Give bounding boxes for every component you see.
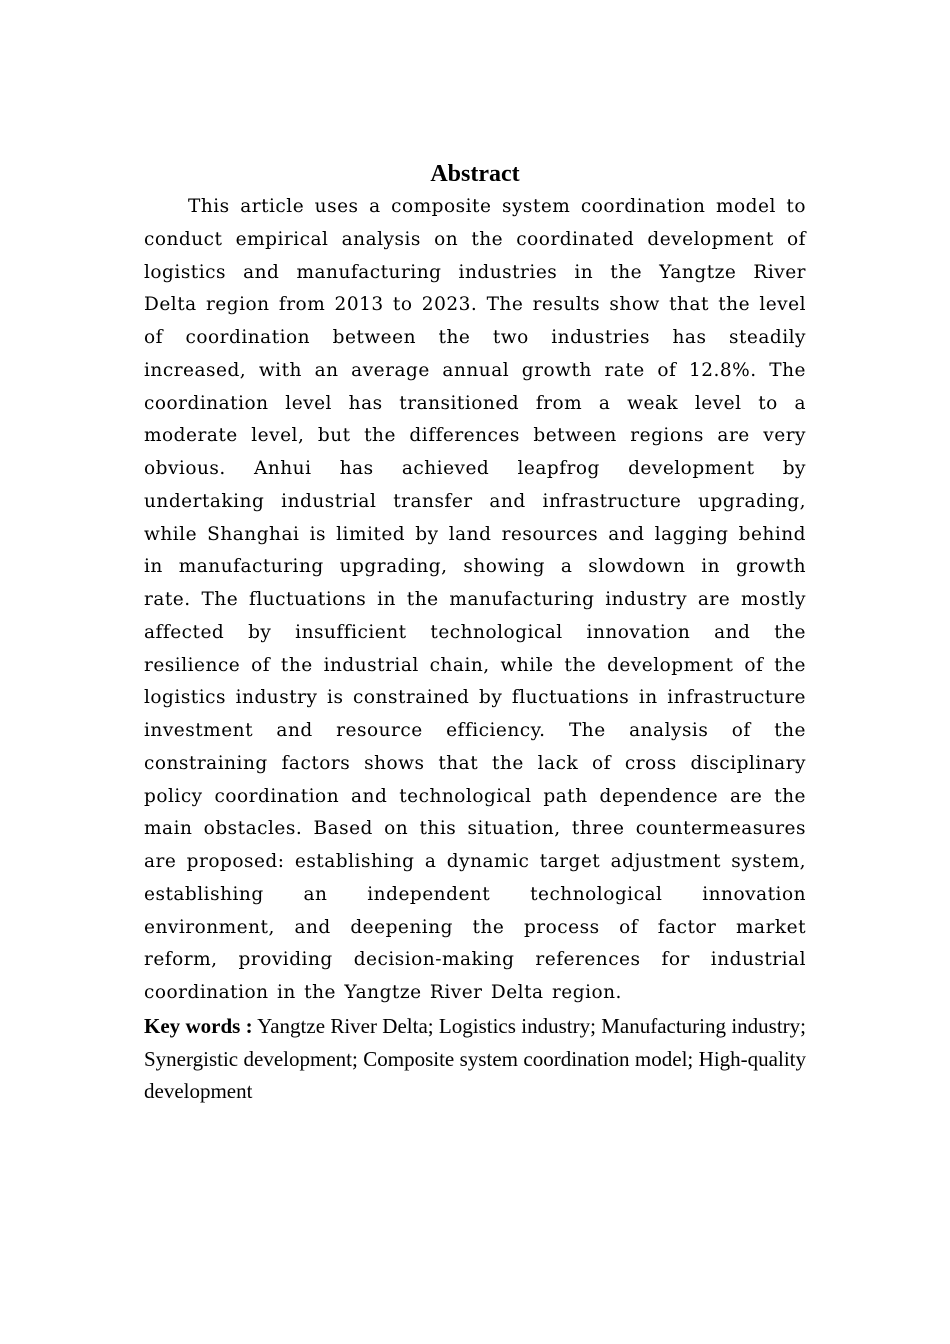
keyword-item: Yangtze River Delta;: [257, 1014, 434, 1038]
keyword-item: High-quality development: [144, 1046, 806, 1103]
keyword-item: Synergistic development;: [144, 1046, 358, 1071]
abstract-body: This article uses a composite system coordination model to conduct empirical analysis on the coordinated development of logistics and manufacturing industries in the Yangtze River Delta region from 2013 to 2023. The results show that the level of coordination between the two industries has steadily increased, with an average annual growth rate of 12.8%. The coordination level has transitioned from a weak level to a moderate level, but the differences between regions are very obvious. Anhui has achieved leapfrog development by undertaking industrial transfer and infrastructure upgrading, while Shanghai is limited by land resources and lagging behind in manufacturing upgrading, showing a slowdown in growth rate. The fluctuations in the manufacturing industry are mostly affected by insufficient technological innovation and the resilience of the industrial chain, while the development of the logistics industry is constrained by fluctuations in infrastructure investment and resource efficiency. The analysis of the constraining factors shows that the lack of cross disciplinary policy coordination and technological path dependence are the main obstacles. Based on this situation, three countermeasures are proposed: establishing a dynamic target adjustment system, establishing an independent technological innovation environment, and deepening the process of factor market reform, providing decision-making references for industrial coordination in the Yangtze River Delta region.: [144, 196, 806, 1003]
keywords-label: Key words :: [144, 1014, 253, 1038]
keyword-item: Composite system coordination model;: [363, 1046, 694, 1071]
keyword-item: Logistics industry;: [438, 1014, 596, 1038]
keyword-item: Manufacturing industry;: [601, 1014, 806, 1038]
abstract-title: Abstract: [430, 161, 520, 187]
keywords-section: [144, 1010, 806, 1108]
